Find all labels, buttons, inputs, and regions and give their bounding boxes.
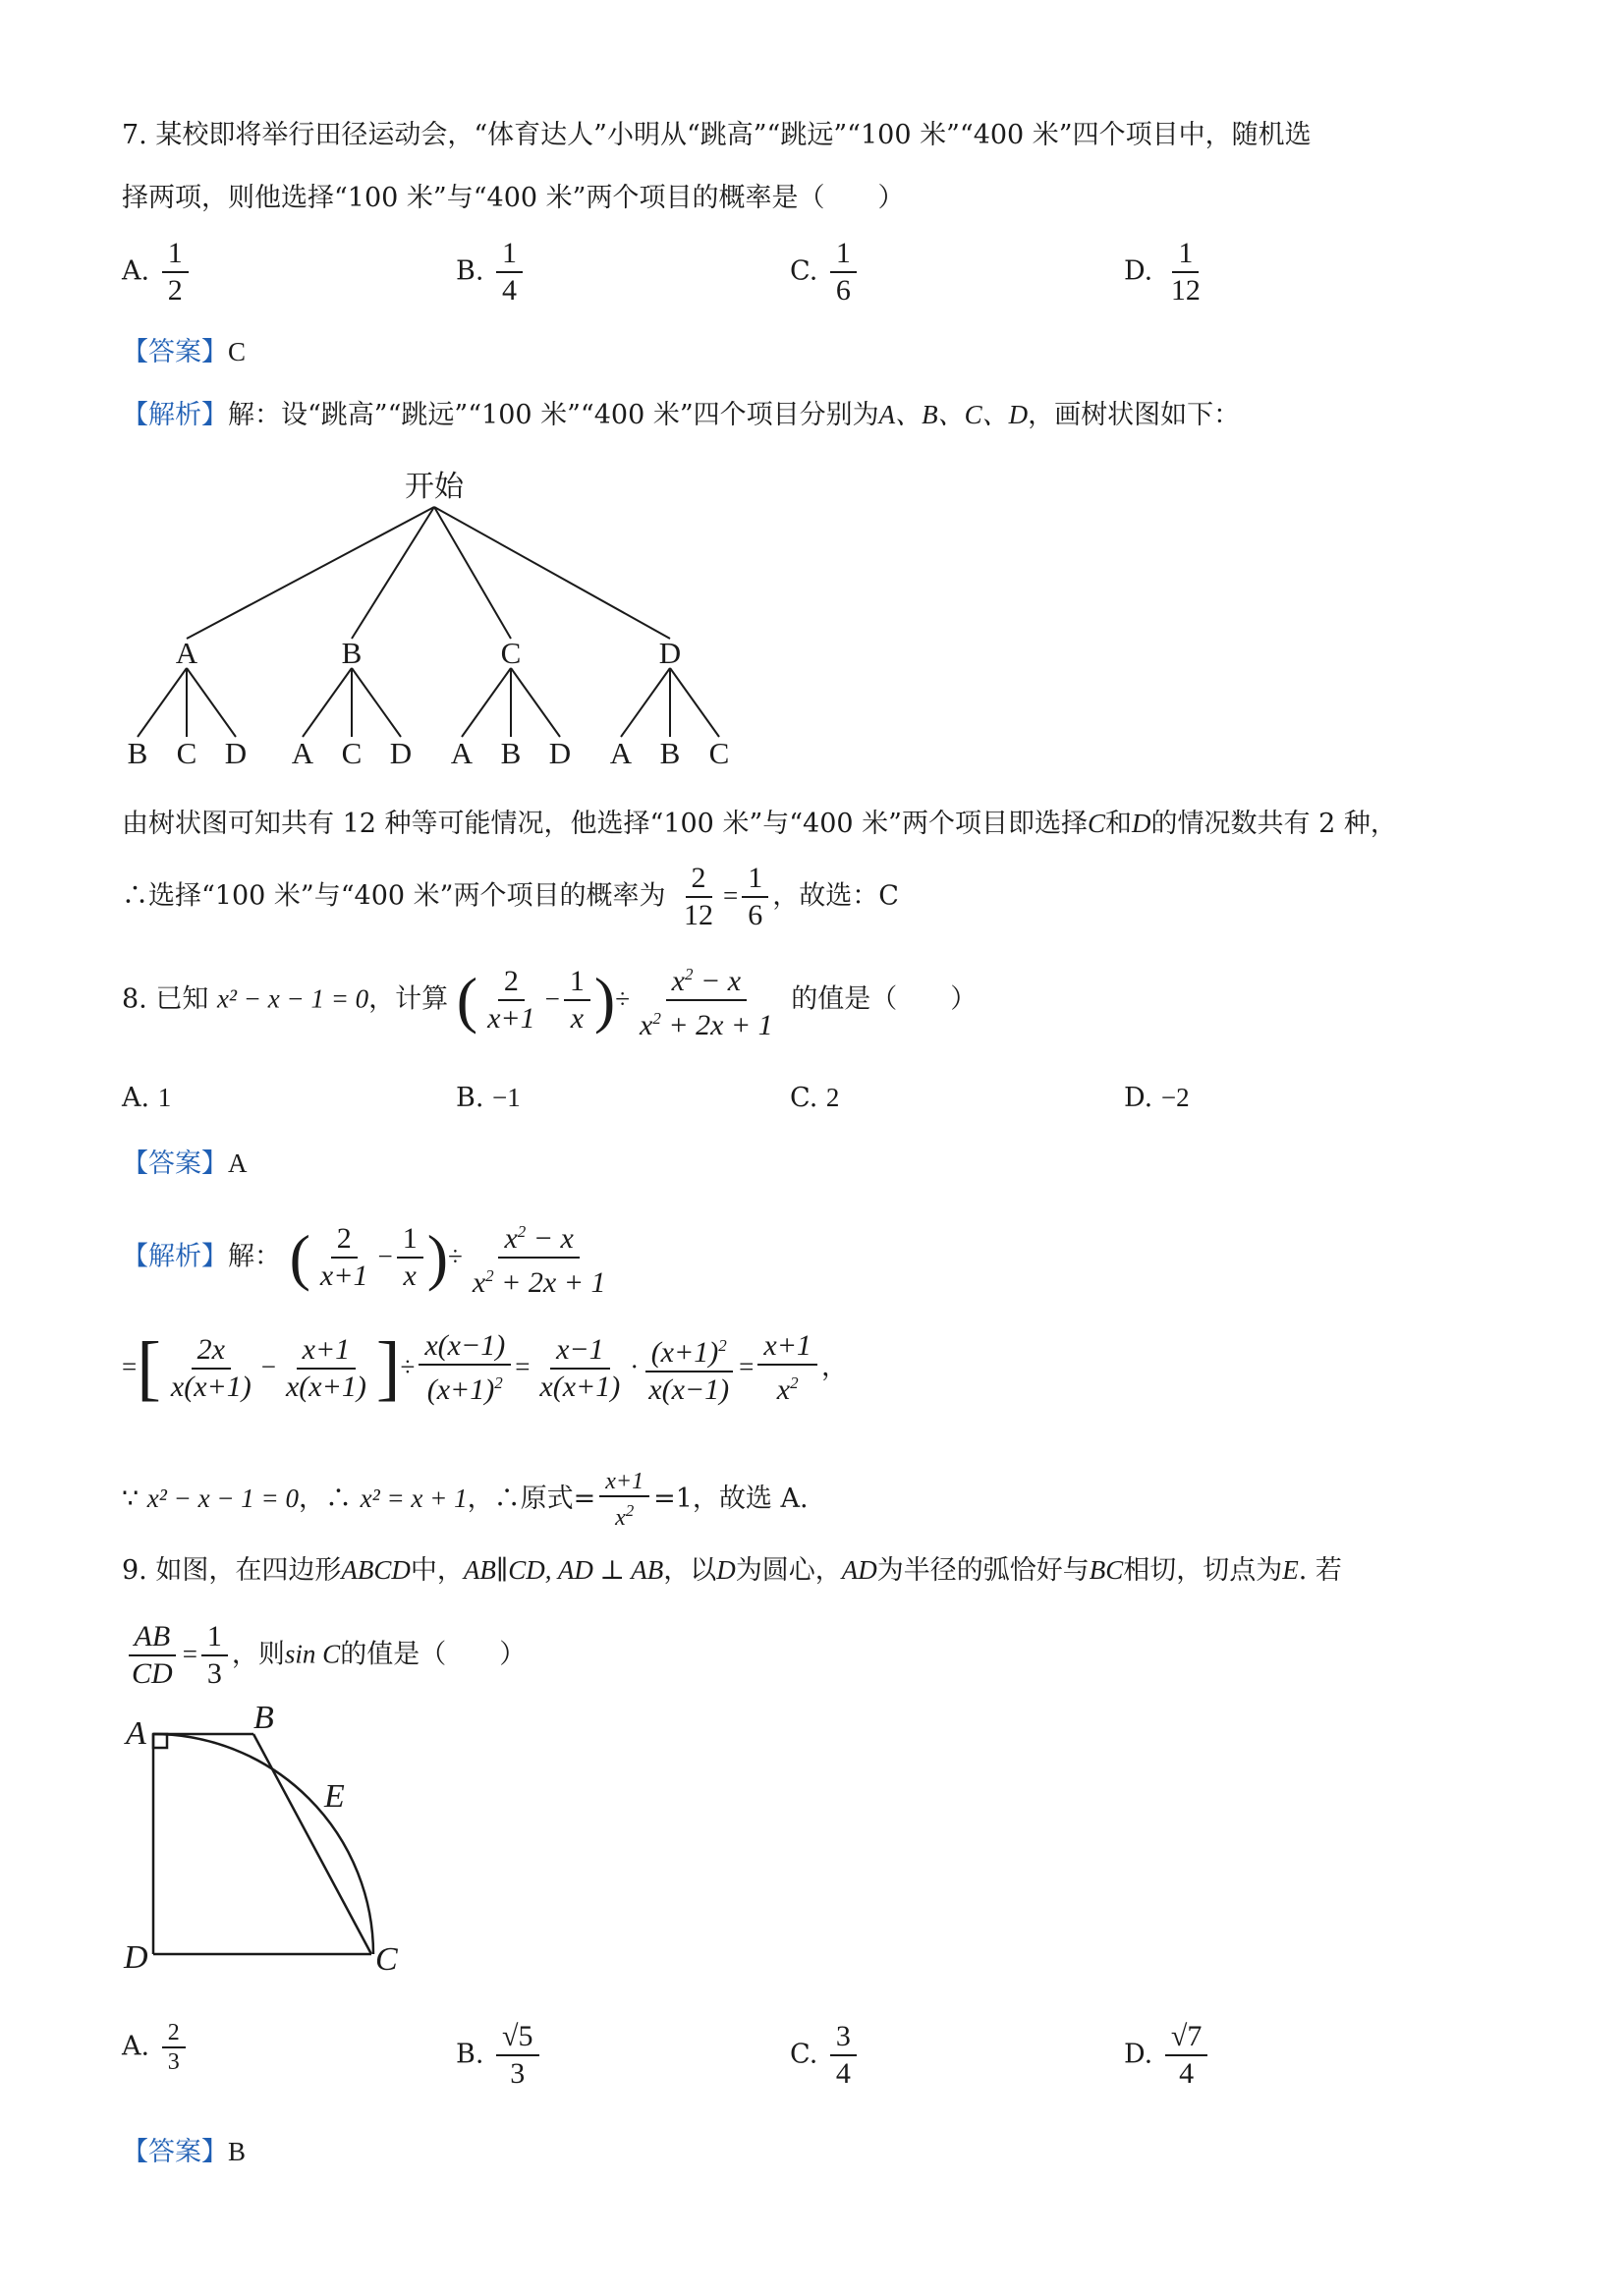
tree-leaf: B — [659, 736, 681, 770]
q7-option-d[interactable]: D. $\frac{1}{12}$ — [1124, 237, 1201, 307]
tree-leaf: D — [224, 736, 248, 770]
figure-label-a: A — [126, 1715, 146, 1752]
q8-stem: 8. 已知 x² − x − 1 = 0，计算 ( $\frac{2}{x+1}$ − $\frac{1}{x}$ )÷ $\frac{x^2 - x}{x^2 + 2x + 1}$ 的值是（ ） — [122, 957, 977, 1043]
tree-node-d: D — [658, 636, 682, 670]
q8-option-d[interactable]: D. −2 — [1124, 1083, 1190, 1113]
analysis-tag: 【解析】 — [122, 1241, 228, 1272]
answer-tag: 【答案】 — [122, 2137, 228, 2167]
q7-option-c[interactable]: C. $\frac{1}{6}$ — [790, 236, 861, 308]
tree-leaf: A — [609, 736, 633, 770]
tree-leaf: C — [176, 736, 197, 770]
q9-option-a[interactable]: A. $\frac{2}{3}$ — [122, 2019, 190, 2076]
q8-answer: 【答案】A — [122, 1148, 248, 1179]
q9-answer: 【答案】B — [122, 2137, 247, 2167]
tree-leaf: B — [127, 736, 148, 770]
q7-answer: 【答案】C — [122, 337, 247, 367]
tree-leaf: B — [500, 736, 522, 770]
answer-tag: 【答案】 — [122, 1148, 228, 1179]
figure-label-b: B — [253, 1700, 274, 1736]
tree-leaf: C — [708, 736, 730, 770]
figure-label-e: E — [324, 1778, 345, 1815]
q7-stem-line1: 7. 某校即将举行田径运动会，“体育达人”小明从“跳高”“跳远”“100 米”“400 米”四个项目中，随机选 — [122, 120, 1312, 150]
q9-option-b[interactable]: B. $\frac{√5}{3}$ — [456, 2019, 543, 2092]
quadrilateral-figure — [118, 1695, 491, 1989]
q9-option-d[interactable]: D. $\frac{√7}{4}$ — [1124, 2019, 1211, 2092]
tree-leaf: C — [341, 736, 363, 770]
tree-leaf: D — [548, 736, 572, 770]
tree-root: 开始 — [405, 470, 464, 504]
tree-leaf: A — [450, 736, 474, 770]
q7-option-a[interactable]: A. $\frac{1}{2}$ — [122, 236, 193, 308]
analysis-tag: 【解析】 — [122, 400, 228, 430]
tree-diagram — [118, 452, 747, 776]
q9-option-c[interactable]: C. $\frac{3}{4}$ — [790, 2019, 861, 2092]
q7-option-b[interactable]: B. $\frac{1}{4}$ — [456, 236, 527, 308]
tree-node-c: C — [500, 636, 522, 670]
q7-analysis-intro: 【解析】解：设“跳高”“跳远”“100 米”“400 米”四个项目分别为A、B、C、D，画树状图如下： — [122, 400, 1241, 430]
q8-option-b[interactable]: B. −1 — [456, 1083, 521, 1113]
answer-tag: 【答案】 — [122, 337, 228, 367]
tree-leaf: D — [389, 736, 413, 770]
tree-node-a: A — [175, 636, 198, 670]
figure-label-c: C — [375, 1941, 398, 1978]
q8-analysis-line2: =[ $\frac{2x}{x(x+1)}$ − $\frac{x+1}{x(x+1)}$ ]÷ $\frac{x(x-1)}{(x+1)^2}$ = $\frac{x-1}{x(x+1)}$ · $\frac{(x+1)^2}{x(x-1)}$ = $\frac{x+1}{x^2}$ ， — [122, 1327, 848, 1409]
q9-stem-line1: 9. 如图，在四边形ABCD中，AB∥CD, AD ⊥ AB，以D为圆心，AD为半径的弧恰好与BC相切，切点为E. 若 — [122, 1555, 1342, 1586]
q8-option-c[interactable]: C. 2 — [790, 1083, 840, 1113]
q9-stem-line2: $\frac{AB}{CD}$ = $\frac{1}{3}$ ，则sin C的值是（ ） — [122, 1619, 526, 1692]
figure-label-d: D — [124, 1939, 148, 1976]
tree-leaf: A — [291, 736, 314, 770]
tree-node-b: B — [341, 636, 363, 670]
q8-option-a[interactable]: A. 1 — [122, 1083, 172, 1113]
q8-analysis-line1: 【解析】解： ( $\frac{2}{x+1}$ − $\frac{1}{x}$ )÷ $\frac{x^2 - x}{x^2 + 2x + 1}$ — [122, 1214, 615, 1301]
q7-stem-line2: 择两项，则他选择“100 米”与“400 米”两个项目的概率是（ ） — [122, 183, 905, 213]
q8-analysis-line3: ∵ x² − x − 1 = 0，∴ x² = x + 1，∴原式= $\frac{x+1}{x^2}$ =1，故选 A. — [122, 1469, 809, 1531]
q7-conclusion-line2: ∴选择“100 米”与“400 米”两个项目的概率为 $\frac{2}{12}$ = $\frac{1}{6}$ ，故选：C — [122, 862, 899, 931]
q7-conclusion-line1: 由树状图可知共有 12 种等可能情况，他选择“100 米”与“400 米”两个项目即选择C和D的情况数共有 2 种， — [122, 809, 1397, 839]
